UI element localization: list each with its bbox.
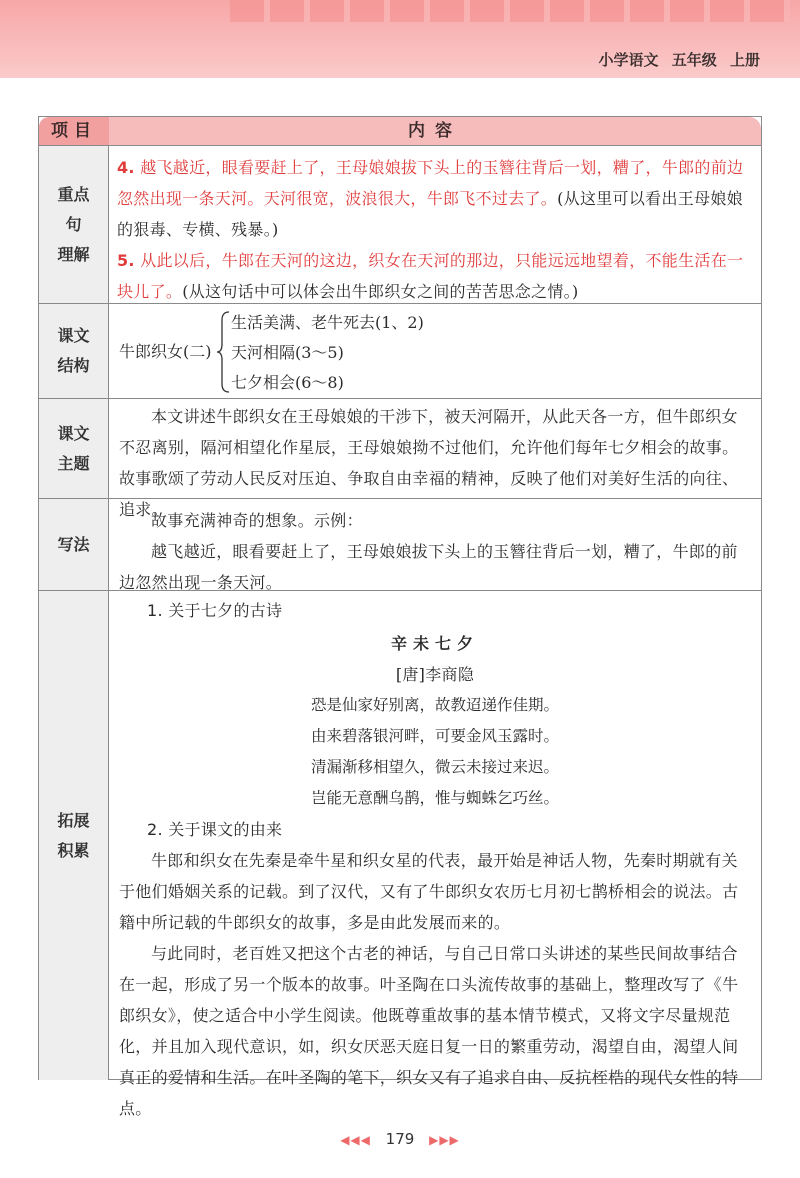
page-number: 179: [385, 1130, 415, 1148]
header-content: 内容: [109, 117, 761, 145]
structure-branch: 生活美满、老牛死去(1、2): [231, 313, 424, 332]
row-theme: [39, 398, 761, 519]
origin-paragraph-2: 与此同时，老百姓又把这个古老的神话，与自己日常口头讲述的某些民间故事结合在一起，形成了另一个版本的故事。叶圣陶在口头流传故事的基础上，整理改写了《牛郎织女》，使之适合中小学生阅读。他既尊重故事的基本情节模式，又将文字尽量规范化，并且加入现代意识，如，织女厌恶天庭日复一日的繁重劳动，渴望自由，渴望人间真正的爱情和生活。在叶圣陶的笔下，织女又有了追求自由、反抗桎梏的现代女性的特点。: [119, 944, 739, 1118]
content-table: [38, 116, 762, 1118]
origin-paragraph-1: 牛郎和织女在先秦是牵牛星和织女星的代表，最开始是神话人物，先秦时期就有关于他们婚姻关系的记载。到了汉代，又有了牛郎织女农历七月初七鹊桥相会的说法。古籍中所记载的牛郎织女的故事，多是由此发展而来的。: [119, 851, 739, 932]
row-structure: [39, 303, 761, 398]
prev-arrows-icon: ◀◀◀: [340, 1133, 371, 1147]
poem-line: 由来碧落银河畔，可要金风玉露时。: [310, 727, 559, 745]
writing-example: 越飞越近，眼看要赶上了，王母娘娘拔下头上的玉簪往背后一划，糟了，牛郎的前边忽然出现一条天河。: [119, 542, 738, 592]
poem-line: 清漏渐移相望久，微云未接过来迟。: [310, 758, 559, 776]
poem-title: 辛未七夕: [390, 634, 479, 653]
label-theme: 课文 主题: [39, 399, 109, 498]
structure-branch: 天河相隔(3～5): [231, 343, 344, 362]
poem-body: [119, 690, 751, 814]
poem-line: 岂能无意酬乌鹊，惟与蜘蛛乞巧丝。: [310, 789, 559, 807]
header-item: 项目: [39, 117, 109, 145]
structure-branches: [231, 308, 424, 398]
section-1-title: 1. 关于七夕的古诗: [147, 601, 283, 620]
poem-author: [唐]李商隐: [395, 665, 475, 684]
structure-brace: [217, 310, 231, 394]
sentence-5: 5. 从此以后，牛郎在天河的这边，织女在天河的那边，只能远远地望着，不能生活在一块儿了。(从这句话中可以体会出牛郎织女之间的苦苦思念之情。): [117, 251, 744, 301]
label-structure: 课文 结构: [39, 304, 109, 398]
next-arrows-icon: ▶▶▶: [429, 1133, 460, 1147]
page-footer: [0, 1130, 800, 1148]
theme-text: 本文讲述牛郎织女在王母娘娘的干涉下，被天河隔开，从此天各一方，但牛郎织女不忍离别，隔河相望化作星辰，王母娘娘拗不过他们，允许他们每年七夕相会的故事。故事歌颂了劳动人民反对压迫、争取自由幸福的精神，反映了他们对美好生活的向往、追求。: [119, 407, 739, 519]
table-header: [39, 117, 761, 145]
sentence-4: 4. 越飞越近，眼看要赶上了，王母娘娘拔下头上的玉簪往背后一划，糟了，牛郎的前边忽然出现一条天河。天河很宽，波浪很大，牛郎飞不过去了。(从这里可以看出王母娘娘的狠毒、专横、残暴。): [117, 158, 744, 239]
header-decoration: [230, 0, 790, 22]
row-writing: [39, 498, 761, 590]
label-key-sentences: 重点句 理解: [39, 146, 109, 303]
key-sentences-content: [117, 152, 751, 309]
label-writing: 写法: [39, 499, 109, 590]
row-key-sentences: [39, 145, 761, 303]
poem-line: 恐是仙家好别离，故教迢递作佳期。: [310, 696, 559, 714]
extension-content: [119, 595, 751, 1118]
writing-intro: 故事充满神奇的想象。示例：: [151, 511, 363, 530]
writing-content: [119, 505, 751, 596]
row-extension: [39, 590, 761, 1118]
label-extension: 拓展 积累: [39, 591, 109, 1080]
structure-branch: 七夕相会(6～8): [231, 373, 344, 392]
section-2-title: 2. 关于课文的由来: [147, 820, 283, 839]
theme-content: [119, 401, 751, 519]
book-subject-label: 小学语文 五年级 上册: [598, 51, 760, 69]
structure-content: [119, 304, 751, 398]
structure-root: 牛郎织女(二): [119, 342, 212, 361]
